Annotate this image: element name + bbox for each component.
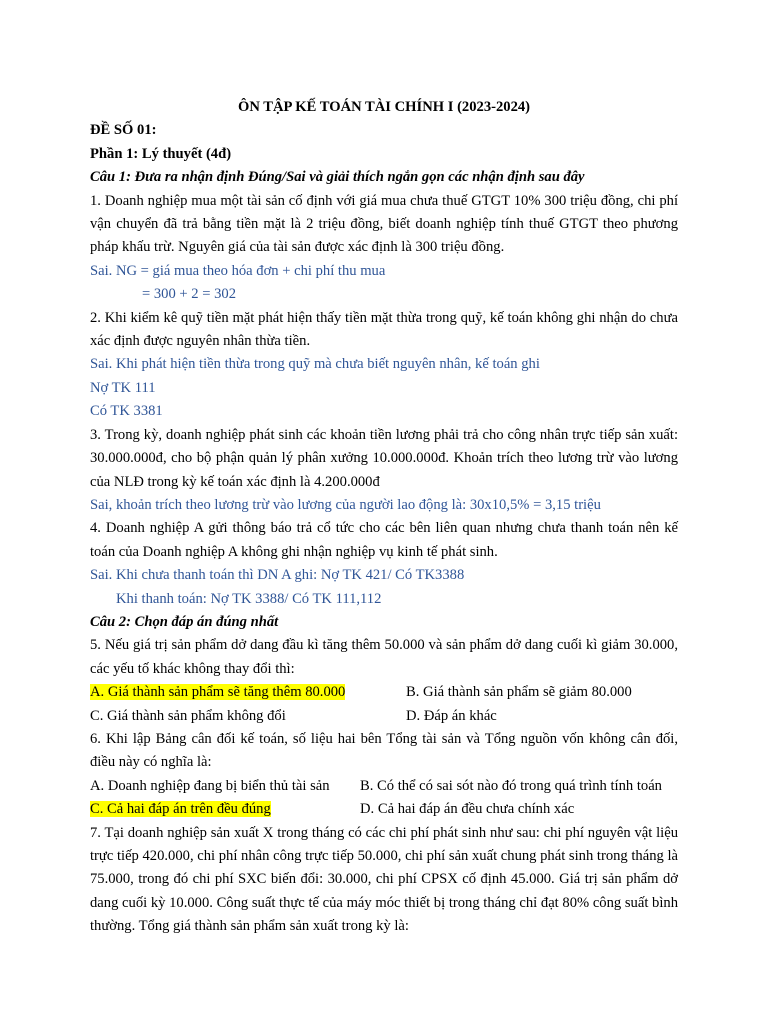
answer-3: Sai, khoản trích theo lương trừ vào lương của người lao động là: 30x10,5% = 3,15 triệu [90,496,601,513]
option-6c: C. Cả hai đáp án trên đều đúng [90,801,271,818]
answer-2-line-3: Có TK 3381 [90,403,163,420]
item-7: 7. Tại doanh nghiệp sản xuất X trong tháng có các chi phí phát sinh như sau: chi phí nguyên vật liệu trực tiếp 420.000, chi phí nhân công trực tiếp 50.000, chi phí sản xuất chung phát sinh trong tháng là 75.000, trong đó chi phí SXC biến đổi: 30.000, chi phí CPSX cố định 45.000. Giá trị sản phẩm dở dang cuối kỳ 10.000. Công suất thực tế của máy móc thiết bị trong tháng chỉ đạt 80% công suất bình thường. Tổng giá thành sản phẩm sản xuất trong kỳ là: [90,824,678,935]
option-5a: A. Giá thành sản phẩm sẽ tăng thêm 80.000 [90,684,346,701]
question-2-heading: Câu 2: Chọn đáp án đúng nhất [90,613,279,630]
answer-2-line-2: Nợ TK 111 [90,379,156,396]
option-5c: C. Giá thành sản phẩm không đổi [90,707,286,724]
item-5-options-row-2 [90,705,678,728]
option-6a: A. Doanh nghiệp đang bị biển thủ tài sản [90,777,330,794]
answer-4-line-2: Khi thanh toán: Nợ TK 3388/ Có TK 111,112 [116,590,382,607]
exam-number: ĐỀ SỐ 01: [90,122,157,139]
question-1-heading: Câu 1: Đưa ra nhận định Đúng/Sai và giải thích ngắn gọn các nhận định sau đây [90,169,585,186]
item-6: 6. Khi lập Bảng cân đối kế toán, số liệu hai bên Tổng tài sản và Tổng nguồn vốn không cân đối, điều này có nghĩa là: [90,730,678,771]
item-5: 5. Nếu giá trị sản phẩm dở dang đầu kì tăng thêm 50.000 và sản phẩm dở dang cuối kì giảm 30.000, các yếu tố khác không thay đổi thì: [90,637,678,677]
item-5-options-row-1 [90,681,678,704]
item-6-options-row-2 [90,798,678,821]
option-5b: B. Giá thành sản phẩm sẽ giảm 80.000 [406,684,632,701]
answer-2-line-1: Sai. Khi phát hiện tiền thừa trong quỹ mà chưa biết nguyên nhân, kế toán ghi [90,356,540,373]
item-1: 1. Doanh nghiệp mua một tài sản cố định với giá mua chưa thuế GTGT 10% 300 triệu đồng, chi phí vận chuyển đã trả bằng tiền mặt là 2 triệu đồng, biết doanh nghiệp tính thuế GTGT theo phương pháp khấu trừ. Nguyên giá của tài sản được xác định là 300 triệu đồng. [90,192,678,256]
option-6d: D. Cả hai đáp án đều chưa chính xác [360,801,575,818]
page-title: ÔN TẬP KẾ TOÁN TÀI CHÍNH I (2023-2024) [237,99,531,115]
option-6b: B. Có thể có sai sót nào đó trong quá trình tính toán [360,777,662,794]
answer-1-line-1: Sai. NG = giá mua theo hóa đơn + chi phí thu mua [90,262,386,279]
item-3: 3. Trong kỳ, doanh nghiệp phát sinh các khoản tiền lương phải trả cho công nhân trực tiếp sản xuất: 30.000.000đ, cho bộ phận quản lý phân xưởng 10.000.000đ. Khoản trích theo lương trừ vào lương của NLĐ trong kỳ kế toán xác định là 4.200.000đ [90,426,678,490]
option-5d: D. Đáp án khác [406,707,497,724]
item-2: 2. Khi kiểm kê quỹ tiền mặt phát hiện thấy tiền mặt thừa trong quỹ, kế toán không ghi nhận do chưa xác định được nguyên nhân thừa tiền. [90,309,678,350]
item-4: 4. Doanh nghiệp A gửi thông báo trả cổ tức cho các bên liên quan nhưng chưa thanh toán nên kế toán của Doanh nghiệp A không ghi nhận nghiệp vụ kinh tế phát sinh. [90,520,678,560]
answer-4-line-1: Sai. Khi chưa thanh toán thì DN A ghi: Nợ TK 421/ Có TK3388 [90,567,465,584]
item-6-options-row-1 [90,775,678,798]
answer-1-line-2: = 300 + 2 = 302 [142,286,237,303]
part-heading: Phần 1: Lý thuyết (4đ) [90,145,232,162]
